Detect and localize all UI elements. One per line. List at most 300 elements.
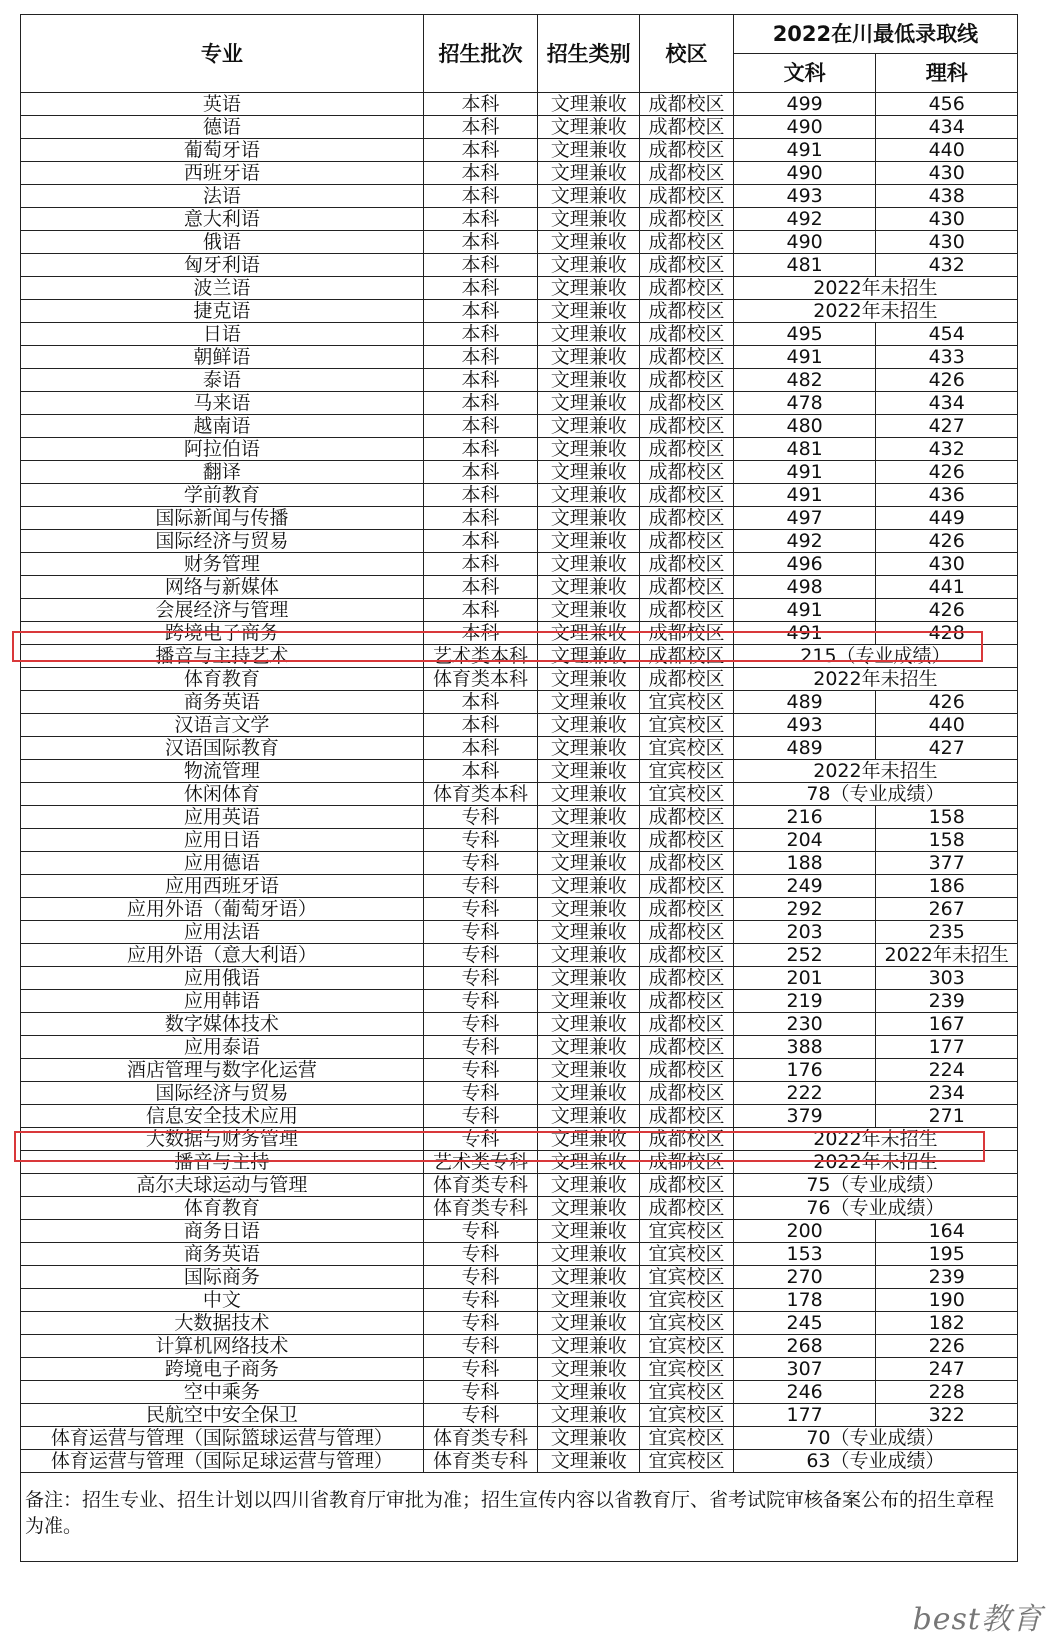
cell-campus: 宜宾校区	[640, 714, 734, 737]
cell-campus: 宜宾校区	[640, 1312, 734, 1335]
cell-science: 234	[876, 1082, 1018, 1105]
cell-campus: 成都校区	[640, 967, 734, 990]
cell-science: 158	[876, 829, 1018, 852]
cell-batch: 专科	[423, 1289, 537, 1312]
cell-major: 俄语	[21, 231, 424, 254]
cell-batch: 本科	[423, 93, 537, 116]
cell-major: 国际商务	[21, 1266, 424, 1289]
cell-major: 物流管理	[21, 760, 424, 783]
table-row	[21, 1128, 1018, 1151]
cell-major: 财务管理	[21, 553, 424, 576]
cell-category: 文理兼收	[538, 806, 640, 829]
cell-major: 马来语	[21, 392, 424, 415]
cell-major: 大数据与财务管理	[21, 1128, 424, 1151]
cell-major: 西班牙语	[21, 162, 424, 185]
cell-score-merged: 2022年未招生	[733, 760, 1017, 783]
cell-batch: 本科	[423, 254, 537, 277]
cell-score-merged: 63（专业成绩）	[733, 1450, 1017, 1473]
cell-major: 应用韩语	[21, 990, 424, 1013]
cell-batch: 本科	[423, 599, 537, 622]
cell-batch: 专科	[423, 1082, 537, 1105]
cell-category: 文理兼收	[538, 139, 640, 162]
cell-major: 应用西班牙语	[21, 875, 424, 898]
cell-major: 意大利语	[21, 208, 424, 231]
table-row	[21, 1243, 1018, 1266]
cell-batch: 专科	[423, 1358, 537, 1381]
cell-category: 文理兼收	[538, 1059, 640, 1082]
cell-major: 播音与主持	[21, 1151, 424, 1174]
cell-batch: 本科	[423, 208, 537, 231]
table-row	[21, 829, 1018, 852]
footnote: 备注：招生专业、招生计划以四川省教育厅审批为准；招生宣传内容以省教育厅、省考试院审核备案公布的招生章程为准。	[20, 1473, 1018, 1562]
table-row	[21, 369, 1018, 392]
cell-arts: 498	[733, 576, 876, 599]
cell-campus: 成都校区	[640, 1013, 734, 1036]
cell-campus: 成都校区	[640, 1151, 734, 1174]
cell-campus: 成都校区	[640, 990, 734, 1013]
cell-science: 195	[876, 1243, 1018, 1266]
cell-campus: 宜宾校区	[640, 1358, 734, 1381]
cell-batch: 专科	[423, 875, 537, 898]
table-row	[21, 783, 1018, 806]
cell-batch: 本科	[423, 185, 537, 208]
cell-arts: 230	[733, 1013, 876, 1036]
header-batch: 招生批次	[423, 15, 537, 93]
cell-arts: 491	[733, 599, 876, 622]
cell-science: 235	[876, 921, 1018, 944]
cell-campus: 成都校区	[640, 1059, 734, 1082]
cell-major: 会展经济与管理	[21, 599, 424, 622]
cell-campus: 成都校区	[640, 392, 734, 415]
cell-campus: 成都校区	[640, 438, 734, 461]
cell-arts: 270	[733, 1266, 876, 1289]
cell-major: 网络与新媒体	[21, 576, 424, 599]
cell-batch: 本科	[423, 691, 537, 714]
cell-science: 426	[876, 599, 1018, 622]
cell-category: 文理兼收	[538, 1427, 640, 1450]
table-row	[21, 1036, 1018, 1059]
cell-major: 大数据技术	[21, 1312, 424, 1335]
cell-arts: 496	[733, 553, 876, 576]
cell-arts: 153	[733, 1243, 876, 1266]
cell-category: 文理兼收	[538, 1381, 640, 1404]
cell-major: 应用德语	[21, 852, 424, 875]
table-row	[21, 622, 1018, 645]
cell-category: 文理兼收	[538, 1151, 640, 1174]
cell-science: 190	[876, 1289, 1018, 1312]
table-row	[21, 93, 1018, 116]
cell-science: 430	[876, 208, 1018, 231]
cell-major: 国际经济与贸易	[21, 1082, 424, 1105]
cell-arts: 203	[733, 921, 876, 944]
cell-major: 德语	[21, 116, 424, 139]
cell-batch: 专科	[423, 898, 537, 921]
cell-campus: 成都校区	[640, 1036, 734, 1059]
cell-arts: 481	[733, 254, 876, 277]
cell-major: 商务日语	[21, 1220, 424, 1243]
cell-batch: 艺术类本科	[423, 645, 537, 668]
cell-major: 应用外语（葡萄牙语）	[21, 898, 424, 921]
cell-campus: 成都校区	[640, 93, 734, 116]
cell-score-merged: 2022年未招生	[733, 277, 1017, 300]
table-row	[21, 1082, 1018, 1105]
table-row	[21, 1381, 1018, 1404]
table-row	[21, 1013, 1018, 1036]
table-row	[21, 1105, 1018, 1128]
cell-arts: 490	[733, 231, 876, 254]
table-row	[21, 185, 1018, 208]
cell-science: 164	[876, 1220, 1018, 1243]
cell-category: 文理兼收	[538, 1174, 640, 1197]
cell-campus: 成都校区	[640, 116, 734, 139]
cell-batch: 本科	[423, 139, 537, 162]
cell-batch: 专科	[423, 1128, 537, 1151]
cell-batch: 专科	[423, 990, 537, 1013]
cell-major: 高尔夫球运动与管理	[21, 1174, 424, 1197]
cell-batch: 专科	[423, 1266, 537, 1289]
cell-category: 文理兼收	[538, 875, 640, 898]
cell-science: 322	[876, 1404, 1018, 1427]
cell-category: 文理兼收	[538, 553, 640, 576]
cell-major: 汉语言文学	[21, 714, 424, 737]
cell-category: 文理兼收	[538, 645, 640, 668]
cell-science: 427	[876, 737, 1018, 760]
cell-arts: 478	[733, 392, 876, 415]
cell-batch: 专科	[423, 944, 537, 967]
cell-major: 捷克语	[21, 300, 424, 323]
cell-category: 文理兼收	[538, 254, 640, 277]
cell-batch: 专科	[423, 967, 537, 990]
cell-arts: 388	[733, 1036, 876, 1059]
cell-science: 434	[876, 116, 1018, 139]
table-row	[21, 576, 1018, 599]
cell-campus: 成都校区	[640, 1197, 734, 1220]
cell-arts: 176	[733, 1059, 876, 1082]
cell-science: 271	[876, 1105, 1018, 1128]
cell-arts: 491	[733, 139, 876, 162]
cell-batch: 本科	[423, 530, 537, 553]
cell-category: 文理兼收	[538, 300, 640, 323]
cell-category: 文理兼收	[538, 162, 640, 185]
table-row	[21, 1220, 1018, 1243]
cell-score-merged: 215（专业成绩）	[733, 645, 1017, 668]
cell-major: 应用法语	[21, 921, 424, 944]
cell-major: 跨境电子商务	[21, 1358, 424, 1381]
cell-category: 文理兼收	[538, 1036, 640, 1059]
cell-score-merged: 2022年未招生	[733, 668, 1017, 691]
cell-science: 438	[876, 185, 1018, 208]
cell-batch: 本科	[423, 392, 537, 415]
cell-major: 空中乘务	[21, 1381, 424, 1404]
cell-batch: 本科	[423, 507, 537, 530]
cell-batch: 专科	[423, 1243, 537, 1266]
cell-score-merged: 2022年未招生	[733, 300, 1017, 323]
cell-major: 国际新闻与传播	[21, 507, 424, 530]
cell-campus: 成都校区	[640, 553, 734, 576]
table-row	[21, 1059, 1018, 1082]
table-row	[21, 438, 1018, 461]
table-row	[21, 1358, 1018, 1381]
cell-campus: 成都校区	[640, 599, 734, 622]
cell-arts: 204	[733, 829, 876, 852]
cell-category: 文理兼收	[538, 898, 640, 921]
cell-category: 文理兼收	[538, 967, 640, 990]
cell-category: 文理兼收	[538, 921, 640, 944]
cell-major: 数字媒体技术	[21, 1013, 424, 1036]
cell-category: 文理兼收	[538, 1450, 640, 1473]
cell-arts: 307	[733, 1358, 876, 1381]
cell-major: 应用外语（意大利语）	[21, 944, 424, 967]
table-row	[21, 1174, 1018, 1197]
cell-science: 427	[876, 415, 1018, 438]
cell-batch: 专科	[423, 1381, 537, 1404]
cell-campus: 成都校区	[640, 1174, 734, 1197]
table-row	[21, 277, 1018, 300]
cell-batch: 本科	[423, 231, 537, 254]
cell-campus: 宜宾校区	[640, 1450, 734, 1473]
cell-major: 翻译	[21, 461, 424, 484]
cell-science: 441	[876, 576, 1018, 599]
table-row	[21, 415, 1018, 438]
cell-arts: 492	[733, 208, 876, 231]
table-row	[21, 875, 1018, 898]
cell-science: 449	[876, 507, 1018, 530]
table-row	[21, 553, 1018, 576]
table-row	[21, 599, 1018, 622]
cell-batch: 体育类本科	[423, 783, 537, 806]
cell-category: 文理兼收	[538, 277, 640, 300]
cell-major: 法语	[21, 185, 424, 208]
table-row	[21, 484, 1018, 507]
cell-science: 158	[876, 806, 1018, 829]
cell-category: 文理兼收	[538, 829, 640, 852]
cell-batch: 本科	[423, 737, 537, 760]
cell-arts: 222	[733, 1082, 876, 1105]
cell-category: 文理兼收	[538, 231, 640, 254]
cell-major: 学前教育	[21, 484, 424, 507]
cell-batch: 本科	[423, 162, 537, 185]
cell-campus: 成都校区	[640, 162, 734, 185]
cell-batch: 本科	[423, 369, 537, 392]
table-row	[21, 162, 1018, 185]
cell-category: 文理兼收	[538, 760, 640, 783]
table-row	[21, 1450, 1018, 1473]
cell-batch: 专科	[423, 1220, 537, 1243]
cell-science: 267	[876, 898, 1018, 921]
cell-major: 匈牙利语	[21, 254, 424, 277]
cell-science: 224	[876, 1059, 1018, 1082]
cell-arts: 493	[733, 185, 876, 208]
cell-arts: 178	[733, 1289, 876, 1312]
cell-major: 朝鲜语	[21, 346, 424, 369]
watermark: best教育	[912, 1602, 1043, 1637]
cell-batch: 本科	[423, 622, 537, 645]
cell-science: 228	[876, 1381, 1018, 1404]
cell-major: 越南语	[21, 415, 424, 438]
cell-batch: 本科	[423, 553, 537, 576]
cell-campus: 成都校区	[640, 1105, 734, 1128]
cell-campus: 成都校区	[640, 323, 734, 346]
cell-campus: 成都校区	[640, 461, 734, 484]
table-row	[21, 1404, 1018, 1427]
cell-major: 应用日语	[21, 829, 424, 852]
cell-batch: 艺术类专科	[423, 1151, 537, 1174]
cell-major: 休闲体育	[21, 783, 424, 806]
cell-campus: 宜宾校区	[640, 1243, 734, 1266]
cell-campus: 成都校区	[640, 806, 734, 829]
cell-category: 文理兼收	[538, 622, 640, 645]
header-category: 招生类别	[538, 15, 640, 93]
table-row	[21, 139, 1018, 162]
cell-science: 456	[876, 93, 1018, 116]
cell-category: 文理兼收	[538, 1404, 640, 1427]
cell-arts: 489	[733, 691, 876, 714]
cell-category: 文理兼收	[538, 852, 640, 875]
cell-batch: 专科	[423, 1013, 537, 1036]
cell-campus: 成都校区	[640, 369, 734, 392]
cell-science: 239	[876, 1266, 1018, 1289]
cell-major: 商务英语	[21, 691, 424, 714]
cell-category: 文理兼收	[538, 737, 640, 760]
cell-arts: 188	[733, 852, 876, 875]
cell-category: 文理兼收	[538, 369, 640, 392]
cell-score-merged: 2022年未招生	[733, 1151, 1017, 1174]
cell-campus: 成都校区	[640, 254, 734, 277]
table-row	[21, 668, 1018, 691]
cell-campus: 成都校区	[640, 346, 734, 369]
cell-category: 文理兼收	[538, 1243, 640, 1266]
cell-batch: 本科	[423, 576, 537, 599]
cell-campus: 宜宾校区	[640, 760, 734, 783]
cell-category: 文理兼收	[538, 1266, 640, 1289]
cell-batch: 本科	[423, 438, 537, 461]
cell-score-merged: 75（专业成绩）	[733, 1174, 1017, 1197]
cell-batch: 专科	[423, 829, 537, 852]
table-row	[21, 1266, 1018, 1289]
cell-arts: 497	[733, 507, 876, 530]
cell-science: 430	[876, 553, 1018, 576]
cell-batch: 专科	[423, 852, 537, 875]
cell-campus: 成都校区	[640, 1082, 734, 1105]
cell-arts: 491	[733, 461, 876, 484]
cell-category: 文理兼收	[538, 438, 640, 461]
cell-arts: 493	[733, 714, 876, 737]
cell-batch: 专科	[423, 806, 537, 829]
cell-campus: 成都校区	[640, 622, 734, 645]
cell-science: 426	[876, 691, 1018, 714]
cell-arts: 177	[733, 1404, 876, 1427]
cell-science: 433	[876, 346, 1018, 369]
cell-campus: 成都校区	[640, 507, 734, 530]
cell-major: 应用泰语	[21, 1036, 424, 1059]
cell-arts: 249	[733, 875, 876, 898]
cell-campus: 成都校区	[640, 829, 734, 852]
table-row	[21, 852, 1018, 875]
cell-category: 文理兼收	[538, 1128, 640, 1151]
cell-campus: 成都校区	[640, 1128, 734, 1151]
cell-arts: 495	[733, 323, 876, 346]
cell-batch: 专科	[423, 1404, 537, 1427]
table-row	[21, 990, 1018, 1013]
cell-campus: 宜宾校区	[640, 1289, 734, 1312]
cell-science: 432	[876, 438, 1018, 461]
table-row	[21, 898, 1018, 921]
cell-category: 文理兼收	[538, 415, 640, 438]
cell-science: 239	[876, 990, 1018, 1013]
cell-campus: 成都校区	[640, 530, 734, 553]
table-row	[21, 231, 1018, 254]
cell-batch: 本科	[423, 760, 537, 783]
cell-major: 体育运营与管理（国际足球运营与管理）	[21, 1450, 424, 1473]
table-row	[21, 760, 1018, 783]
cell-science: 247	[876, 1358, 1018, 1381]
cell-campus: 成都校区	[640, 944, 734, 967]
cell-category: 文理兼收	[538, 714, 640, 737]
cell-science: 2022年未招生	[876, 944, 1018, 967]
table-row	[21, 530, 1018, 553]
table-row	[21, 1427, 1018, 1450]
cell-science: 303	[876, 967, 1018, 990]
cell-category: 文理兼收	[538, 323, 640, 346]
cell-arts: 292	[733, 898, 876, 921]
cell-batch: 本科	[423, 346, 537, 369]
cell-science: 182	[876, 1312, 1018, 1335]
cell-science: 226	[876, 1335, 1018, 1358]
table-row	[21, 967, 1018, 990]
cell-science: 432	[876, 254, 1018, 277]
cell-arts: 201	[733, 967, 876, 990]
cell-category: 文理兼收	[538, 1013, 640, 1036]
cell-science: 426	[876, 530, 1018, 553]
cell-arts: 492	[733, 530, 876, 553]
table-row	[21, 921, 1018, 944]
cell-category: 文理兼收	[538, 1082, 640, 1105]
cell-arts: 268	[733, 1335, 876, 1358]
cell-campus: 宜宾校区	[640, 783, 734, 806]
cell-arts: 246	[733, 1381, 876, 1404]
cell-campus: 宜宾校区	[640, 1335, 734, 1358]
cell-campus: 宜宾校区	[640, 1266, 734, 1289]
cell-batch: 体育类专科	[423, 1174, 537, 1197]
cell-batch: 专科	[423, 1059, 537, 1082]
cell-batch: 本科	[423, 116, 537, 139]
cell-category: 文理兼收	[538, 1220, 640, 1243]
cell-science: 440	[876, 139, 1018, 162]
cell-major: 汉语国际教育	[21, 737, 424, 760]
cell-campus: 成都校区	[640, 208, 734, 231]
cell-score-merged: 70（专业成绩）	[733, 1427, 1017, 1450]
cell-science: 430	[876, 231, 1018, 254]
table-row	[21, 944, 1018, 967]
cell-campus: 成都校区	[640, 576, 734, 599]
cell-major: 日语	[21, 323, 424, 346]
cell-batch: 体育类专科	[423, 1427, 537, 1450]
cell-science: 186	[876, 875, 1018, 898]
cell-batch: 专科	[423, 921, 537, 944]
cell-major: 应用英语	[21, 806, 424, 829]
cell-score-merged: 76（专业成绩）	[733, 1197, 1017, 1220]
table-row	[21, 116, 1018, 139]
cell-science: 426	[876, 369, 1018, 392]
cell-science: 430	[876, 162, 1018, 185]
table-row	[21, 1335, 1018, 1358]
cell-major: 酒店管理与数字化运营	[21, 1059, 424, 1082]
header-arts: 文科	[733, 54, 876, 93]
cell-campus: 成都校区	[640, 921, 734, 944]
table-row	[21, 645, 1018, 668]
cell-arts: 490	[733, 116, 876, 139]
cell-arts: 499	[733, 93, 876, 116]
